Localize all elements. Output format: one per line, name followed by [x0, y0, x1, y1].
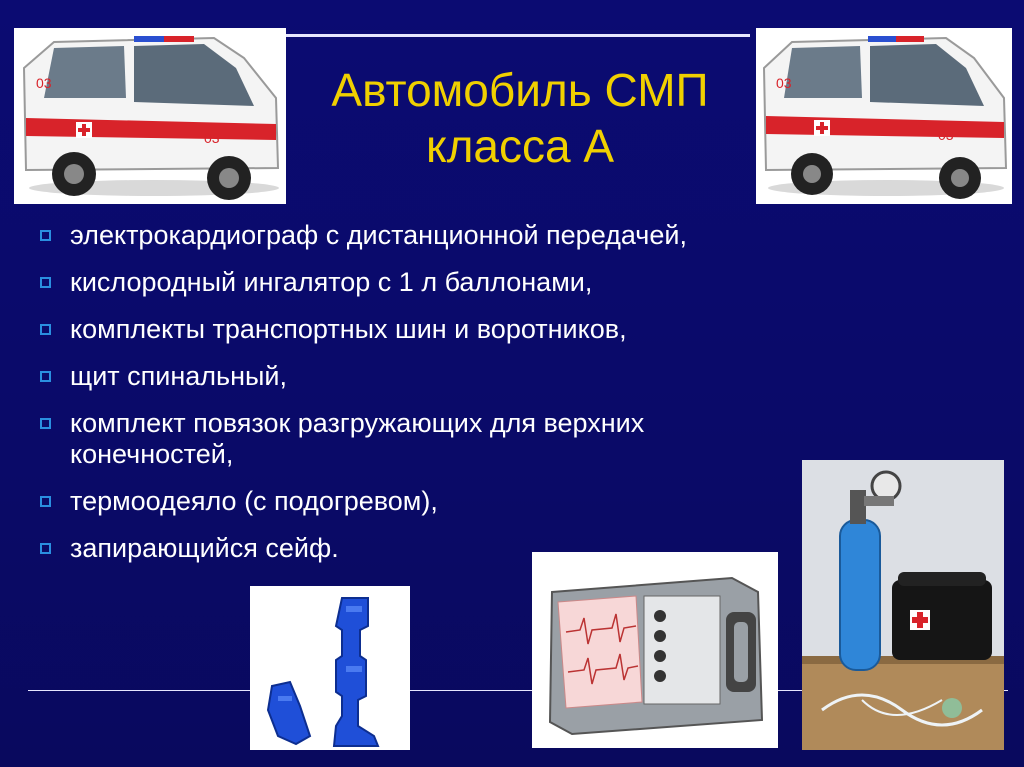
title-divider-line: [280, 34, 750, 37]
oxygen-illustration: [802, 460, 1004, 750]
splint-illustration: [250, 586, 410, 750]
transport-splint-photo: [250, 586, 410, 750]
svg-text:03: 03: [776, 75, 792, 91]
ecg-illustration: [532, 552, 778, 748]
svg-text:03: 03: [36, 75, 52, 91]
ambulance-photo-right: [756, 28, 1012, 204]
ecg-device-photo: [532, 552, 778, 748]
oxygen-inhaler-photo: [802, 460, 1004, 750]
list-item: запирающийся сейф.: [40, 533, 820, 564]
square-bullet-icon: [40, 496, 51, 507]
svg-text:03: 03: [938, 127, 954, 143]
slide-title: [290, 62, 750, 174]
list-item: комплекты транспортных шин и воротников,: [40, 314, 820, 345]
equipment-list: [40, 220, 820, 580]
list-item: кислородный ингалятор с 1 л баллонами,: [40, 267, 820, 298]
square-bullet-icon: [40, 543, 51, 554]
square-bullet-icon: [40, 277, 51, 288]
square-bullet-icon: [40, 418, 51, 429]
square-bullet-icon: [40, 371, 51, 382]
list-item: щит спинальный,: [40, 361, 820, 392]
svg-text:03: 03: [204, 130, 220, 146]
square-bullet-icon: [40, 230, 51, 241]
list-item: электрокардиограф с дистанционной передачей,: [40, 220, 820, 251]
ambulance-right-illustration: [756, 28, 1012, 204]
ambulance-left-illustration: [14, 28, 286, 204]
list-item: комплект повязок разгружающих для верхних конечностей,: [40, 408, 790, 470]
ambulance-photo-left: [14, 28, 286, 204]
title-line-1: Автомобиль СМП: [331, 64, 709, 116]
list-item: термоодеяло (с подогревом),: [40, 486, 820, 517]
square-bullet-icon: [40, 324, 51, 335]
title-line-2: класса А: [425, 120, 615, 172]
